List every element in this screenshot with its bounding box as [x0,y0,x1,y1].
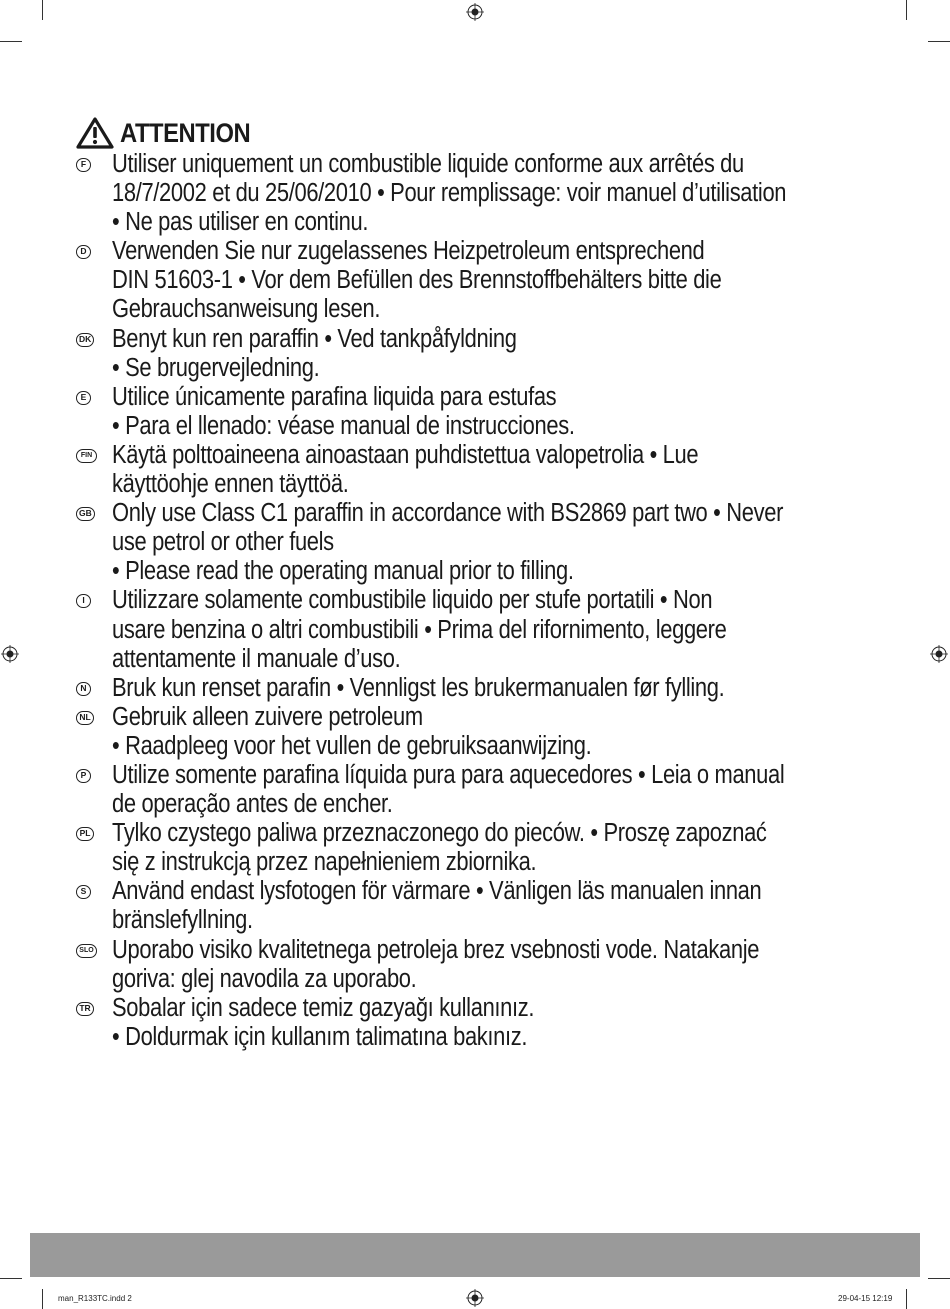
date-slug: 29-04-15 12:19 [838,1294,893,1303]
language-entry [76,819,896,877]
language-code-badge: PL [76,827,94,841]
entry-text-line: się z instrukcją przez napełnieniem zbiornika. [112,848,537,877]
entry-text-line: Gebruik alleen zuivere petroleum [112,702,423,731]
registration-mark-icon [466,1289,484,1307]
language-entry [76,237,896,324]
entry-text-line: Gebrauchsanweisung lesen. [112,295,381,324]
language-entry [76,325,896,383]
entry-text-line: use petrol or other fuels [112,528,334,557]
entry-text-line: Benyt kun ren paraffin • Ved tankpåfyldning [112,324,517,353]
language-entry [76,150,896,237]
entry-text-line: Utiliser uniquement un combustible liquide conforme aux arrêtés du [112,150,744,178]
language-entry [76,761,896,819]
entry-text-line: Bruk kun renset parafin • Vennligst les brukermanualen før fylling. [112,673,725,702]
language-entries [76,150,896,1052]
language-code-badge: D [76,245,91,259]
entry-text-line: • Raadpleeg voor het vullen de gebruiksaanwijzing. [112,731,592,760]
entry-text-line: Utilize somente parafina líquida pura para aquecedores • Leia o manual [112,760,785,789]
crop-mark [0,1278,22,1279]
warning-content [76,116,896,1052]
language-code-badge: P [76,769,91,783]
entry-text-line: • Doldurmak için kullanım talimatına bakınız. [112,1022,528,1051]
language-code-badge: GB [76,507,95,521]
entry-text-line: Verwenden Sie nur zugelassenes Heizpetroleum entsprechend [112,237,705,266]
language-code-badge: S [76,885,91,899]
attention-heading [76,116,896,150]
language-entry [76,994,896,1052]
entry-text-line: DIN 51603-1 • Vor dem Befüllen des Brennstoffbehälters bitte die [112,266,722,295]
language-code-badge: NL [76,711,94,725]
page-title: ATTENTION [120,117,251,148]
registration-mark-icon [930,645,948,663]
entry-text-line: 18/7/2002 et du 25/06/2010 • Pour remplissage: voir manuel d’utilisation [112,179,787,208]
entry-text-line: Käytä polttoaineena ainoastaan puhdistettua valopetrolia • Lue [112,440,699,469]
language-code-badge: E [76,391,91,405]
language-code-badge: TR [76,1002,94,1016]
entry-text-line: Uporabo visiko kvalitetnega petroleja brez vsebnosti vode. Natakanje [112,935,760,964]
crop-mark [928,41,950,42]
entry-text-line: usare benzina o altri combustibili • Prima del rifornimento, leggere [112,615,727,644]
crop-mark [906,0,907,20]
language-code-badge: I [76,594,91,608]
entry-text-line: • Para el llenado: véase manual de instrucciones. [112,411,575,440]
entry-text-line: bränslefyllning. [112,906,253,935]
language-entry [76,383,896,441]
entry-text-line: • Please read the operating manual prior to filling. [112,557,574,586]
crop-mark [0,41,22,42]
language-code-badge: FIN [76,449,97,463]
file-slug: man_R133TC.indd 2 [58,1294,132,1303]
entry-text-line: käyttöohje ennen täyttöä. [112,470,349,499]
language-code-badge: F [76,158,91,172]
crop-mark [42,0,43,20]
entry-text-line: Only use Class C1 paraffin in accordance with BS2869 part two • Never [112,499,784,528]
entry-text-line: • Se brugervejledning. [112,353,320,382]
language-entry [76,703,896,761]
entry-text-line: Tylko czystego paliwa przeznaczonego do pieców. • Proszę zapoznać [112,819,767,848]
entry-text-line: goriva: glej navodila za uporabo. [112,964,417,993]
language-entry [76,441,896,499]
entry-text-line: • Ne pas utiliser en continu. [112,208,369,237]
language-entry [76,586,896,673]
registration-mark-icon [1,645,19,663]
language-entry [76,499,896,586]
language-entry [76,877,896,935]
entry-text-line: Sobalar için sadece temiz gazyağı kullanınız. [112,993,535,1022]
entry-text-line: Använd endast lysfotogen för värmare • Vänligen läs manualen innan [112,877,762,906]
entry-text-line: de operação antes de encher. [112,790,393,819]
crop-mark [906,1289,907,1309]
language-code-badge: N [76,682,91,696]
entry-text-line: attentamente il manuale d’uso. [112,644,401,673]
crop-mark [928,1278,950,1279]
registration-mark-icon [466,3,484,21]
language-entry [76,674,896,703]
footer-bar [30,1233,920,1277]
crop-mark [42,1289,43,1309]
language-code-badge: DK [76,333,94,347]
entry-text-line: Utilice únicamente parafina liquida para estufas [112,382,557,411]
warning-triangle-icon [76,117,114,149]
language-code-badge: SLO [76,944,97,958]
entry-text-line: Utilizzare solamente combustibile liquido per stufe portatili • Non [112,586,713,615]
language-entry [76,936,896,994]
